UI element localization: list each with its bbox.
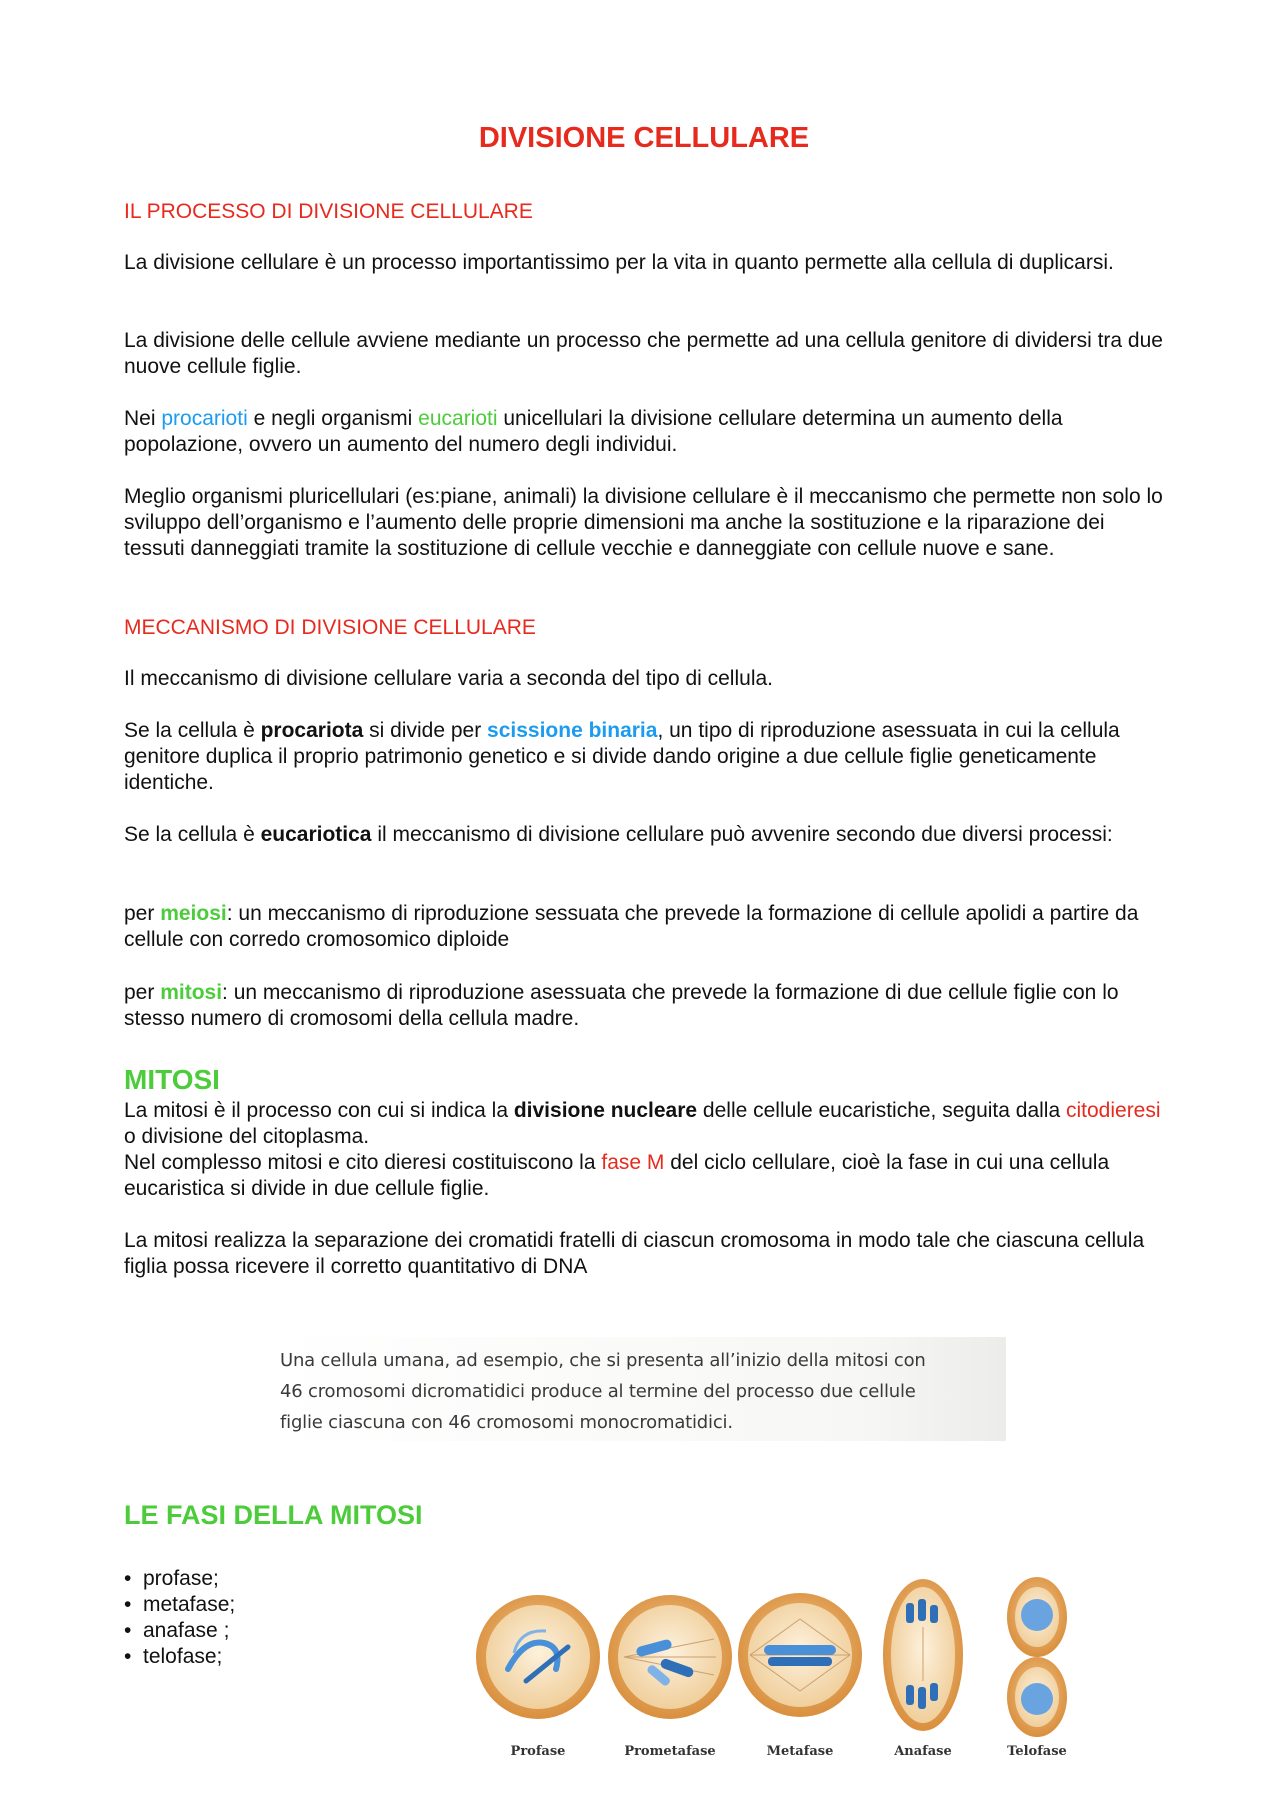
- list-item: • metafase;: [124, 1592, 235, 1618]
- term-fase-m: fase M: [601, 1151, 665, 1174]
- figure-label-anafase: Anafase: [894, 1744, 952, 1759]
- paragraph: La mitosi è il processo con cui si indica la divisione nucleare delle cellule eucaristiche, seguita dalla citodieresi o divisione del citoplasma.: [124, 1099, 1161, 1148]
- paragraph: Nel complesso mitosi e cito dieresi costituiscono la fase M del ciclo cellulare, cioè la fase in cui una cellula eucaristica si divide in due cellule figlie.: [124, 1151, 1110, 1200]
- list-item: • anafase ;: [124, 1618, 235, 1644]
- paragraph: per meiosi: un meccanismo di riproduzione sessuata che prevede la formazione di cellule apolidi a partire da cellule con corredo cromosomico diploide: [124, 902, 1139, 951]
- cell-anafase: [883, 1579, 963, 1731]
- paragraph: Nei procarioti e negli organismi eucarioti unicellulari la divisione cellulare determina un aumento della popolazione, ovvero un aumento del numero degli individui.: [124, 407, 1063, 456]
- section-heading-processo: IL PROCESSO DI DIVISIONE CELLULARE: [124, 200, 533, 223]
- paragraph: La divisione cellulare è un processo importantissimo per la vita in quanto permette alla cellula di duplicarsi.: [124, 251, 1114, 274]
- term-mitosi: mitosi: [160, 981, 223, 1004]
- figure-label-metafase: Metafase: [766, 1744, 834, 1759]
- paragraph: Meglio organismi pluricellulari (es:piane, animali) la divisione cellulare è il meccanismo che permette non solo lo sviluppo dell’organismo e l’aumento delle proprie dimensioni ma anche la sostituzione e la riparazione dei tessuti danneggiati tramite la sostituzione di cellule vecchie e danneggiate con cellule nuove e sane.: [124, 485, 1163, 560]
- heading-mitosi: MITOSI: [124, 1064, 220, 1095]
- term-meiosi: meiosi: [160, 902, 227, 925]
- term-divisione-nucleare: divisione nucleare: [513, 1099, 698, 1122]
- heading-fasi-mitosi: LE FASI DELLA MITOSI: [124, 1500, 423, 1530]
- paragraph: Se la cellula è procariota si divide per scissione binaria, un tipo di riproduzione asessuata in cui la cellula genitore duplica il proprio patrimonio genetico e si divide dando origine a due cellule figlie geneticamente identiche.: [124, 719, 1120, 794]
- mitosis-phases-figure: [474, 1569, 1174, 1767]
- term-eucarioti: eucarioti: [418, 407, 498, 430]
- paragraph: La divisione delle cellule avviene mediante un processo che permette ad una cellula genitore di dividersi tra due nuove cellule figlie.: [124, 329, 1163, 378]
- cell-telofase: [1007, 1577, 1067, 1737]
- term-citodieresi: citodieresi: [1065, 1099, 1161, 1122]
- paragraph: Il meccanismo di divisione cellulare varia a seconda del tipo di cellula.: [124, 667, 774, 690]
- figure-label-telofase: Telofase: [1007, 1744, 1067, 1759]
- paragraph: Se la cellula è eucariotica il meccanismo di divisione cellulare può avvenire secondo due diversi processi:: [124, 823, 1113, 846]
- term-procarioti: procarioti: [161, 407, 248, 430]
- page-title: DIVISIONE CELLULARE: [478, 122, 810, 154]
- section-heading-meccanismo: MECCANISMO DI DIVISIONE CELLULARE: [124, 616, 536, 639]
- paragraph: La mitosi realizza la separazione dei cromatidi fratelli di ciascun cromosoma in modo tale che ciascuna cellula figlia possa ricevere il corretto quantitativo di DNA: [124, 1229, 1145, 1278]
- term-eucariotica: eucariotica: [260, 823, 372, 846]
- quote-image: [270, 1337, 1006, 1441]
- phase-list: [124, 1566, 235, 1670]
- cell-metafase: [738, 1593, 862, 1717]
- figure-label-prometafase: Prometafase: [624, 1744, 716, 1759]
- paragraph: per mitosi: un meccanismo di riproduzione asessuata che prevede la formazione di due cellule figlie con lo stesso numero di cromosomi della cellula madre.: [124, 981, 1119, 1030]
- figure-label-profase: Profase: [510, 1744, 566, 1759]
- cell-profase: [476, 1595, 600, 1719]
- cell-prometafase: [608, 1595, 732, 1719]
- term-procariota: procariota: [260, 719, 364, 742]
- term-scissione-binaria: scissione binaria: [487, 719, 658, 742]
- list-item: • telofase;: [124, 1644, 235, 1670]
- list-item: • profase;: [124, 1566, 235, 1592]
- quote-text: Una cellula umana, ad esempio, che si presenta all’inizio della mitosi con 46 cromosomi dicromatidici produce al termine del processo due cellule figlie ciascuna con 46 cromosomi monocromatidici.: [280, 1350, 926, 1433]
